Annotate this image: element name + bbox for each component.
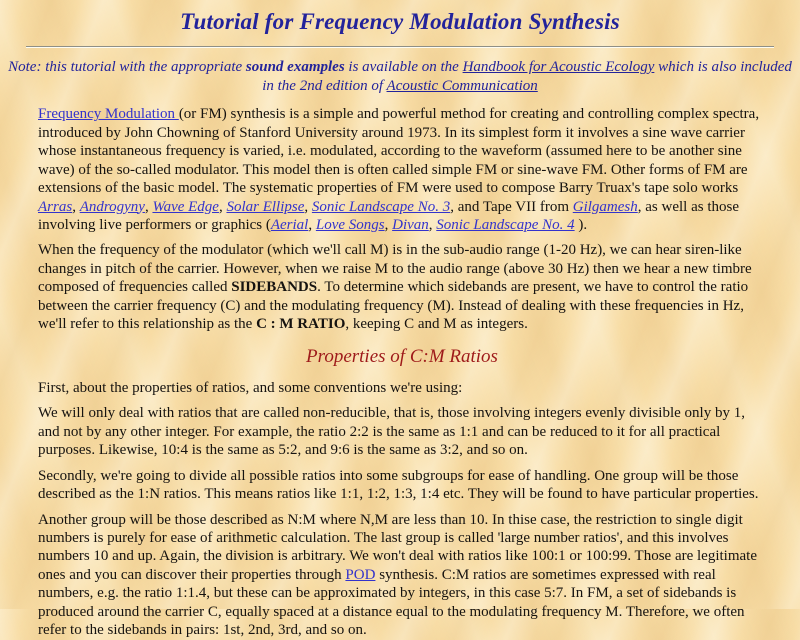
first-conventions-paragraph: First, about the properties of ratios, and some conventions we're using:: [38, 379, 463, 396]
text-run: ,: [384, 217, 393, 233]
note-paragraph: [8, 58, 792, 96]
sidebands-paragraph: [38, 241, 766, 333]
text-run: Another group will be those described as N:M where N,M are less than 10. In thise case, the restriction to single digit numbers is purely for ease of arithmetic calculation. The last group is called 'large number ratios', and this involves numbers 10 and up. Again, the division is arbitrary. We won't deal with ratios like 100:1 or 100:99. Those are legitimate ones and you can discover their properties through: [38, 511, 757, 583]
page-title: Tutorial for Frequency Modulation Synthesis: [180, 9, 620, 34]
bold-text: sound examples: [245, 59, 345, 75]
text-run: which is also included in the 2nd edition of: [262, 59, 792, 95]
link-love-songs[interactable]: Love Songs: [315, 217, 385, 233]
link-handbook-for-acoustic-ecology[interactable]: Handbook for Acoustic Ecology: [462, 59, 655, 75]
link-pod[interactable]: POD: [345, 566, 376, 583]
text-run: ).: [574, 217, 588, 233]
page: [0, 9, 800, 639]
bold-text: C : M RATIO: [256, 316, 346, 333]
text-run: (or FM) synthesis is a simple and powerful method for creating and controlling complex spectra, introduced by John Chowning of Stanford University around 1973. In its simplest form it involves a sine wave carrier whose instantaneous frequency is varied, i.e. modulated, according to the waveform (assumed here to be another sine wave) of the so-called modulator. This model then is often called simple FM or sine-wave FM. Other forms of FM are extensions of the basic model. The systematic properties of FM were used to compose Barry Truax's tape solo works: [38, 106, 760, 197]
text-run: ,: [428, 217, 437, 233]
text-run: ,: [144, 198, 153, 215]
another-group-paragraph: [38, 511, 766, 640]
link-arras[interactable]: Arras: [38, 198, 73, 215]
text-run: ,: [308, 217, 316, 233]
text-run: ,: [218, 198, 227, 215]
intro-paragraph: [38, 105, 766, 234]
link-solar-ellipse[interactable]: Solar Ellipse: [226, 198, 305, 215]
link-sonic-landscape-no-4[interactable]: Sonic Landscape No. 4: [436, 217, 575, 233]
text-run: ,: [72, 198, 80, 215]
horizontal-rule: [26, 46, 774, 48]
link-wave-edge[interactable]: Wave Edge: [152, 198, 219, 215]
text-run: , keeping C and M as integers.: [345, 316, 528, 333]
link-androgyny[interactable]: Androgyny: [79, 198, 145, 215]
text-run: ,: [304, 198, 312, 215]
link-divan[interactable]: Divan: [392, 217, 429, 233]
link-aerial[interactable]: Aerial: [270, 217, 309, 233]
link-gilgamesh[interactable]: Gilgamesh: [572, 198, 638, 215]
text-run: is available on the: [344, 59, 463, 75]
text-run: synthesis. C:M ratios are sometimes expressed with real numbers, e.g. the ratio 1:1.4, but these can be approximated by integers, in this case 5:7. In FM, a set of sidebands is produced around the carrier C, equally spaced at a distance equal to the modulating frequency M. Therefore, we often refer to the sidebands in pairs: 1st, 2nd, 3rd, and so on.: [38, 566, 745, 639]
link-frequency-modulation[interactable]: Frequency Modulation: [38, 106, 179, 123]
main-content: [38, 105, 766, 639]
nonreducible-paragraph: We will only deal with ratios that are called non-reducible, that is, those involving integers evenly divisible only by 1, and not by any other integer. For example, the ratio 2:2 is the same as 1:1 and can be reduced to it for all practical purposes. Likewise, 10:4 is the same as 5:2, and 9:6 is the same as 3:2, and so on.: [38, 405, 745, 459]
link-acoustic-communication[interactable]: Acoustic Communication: [386, 78, 538, 95]
link-sonic-landscape-no-3[interactable]: Sonic Landscape No. 3: [311, 198, 451, 215]
text-run: When the frequency of the modulator (which we'll call M) is in the sub-audio range (1-20 Hz), we can hear siren-like changes in pitch of the carrier. However, when we raise M to the audio range (above 30 Hz) then we hear a new timbre composed of frequencies called: [38, 242, 752, 296]
secondly-paragraph: Secondly, we're going to divide all possible ratios into some subgroups for ease of handling. One group will be those described as the 1:N ratios. This means ratios like 1:1, 1:2, 1:3, 1:4 etc. They will be found to have particular properties.: [38, 467, 759, 503]
text-run: . To determine which sidebands are present, we have to control the ratio between the carrier frequency (C) and the modulating frequency (M). Instead of dealing with these frequencies in Hz, we'll refer to this relationship as the: [38, 279, 749, 333]
text-run: Note: this tutorial with the appropriate: [8, 59, 246, 75]
section-heading: Properties of C:M Ratios: [306, 345, 498, 367]
text-run: , as well as those involving live performers or graphics (: [38, 198, 739, 233]
bold-text: SIDEBANDS: [231, 279, 318, 296]
text-run: , and Tape VII from: [450, 198, 573, 215]
